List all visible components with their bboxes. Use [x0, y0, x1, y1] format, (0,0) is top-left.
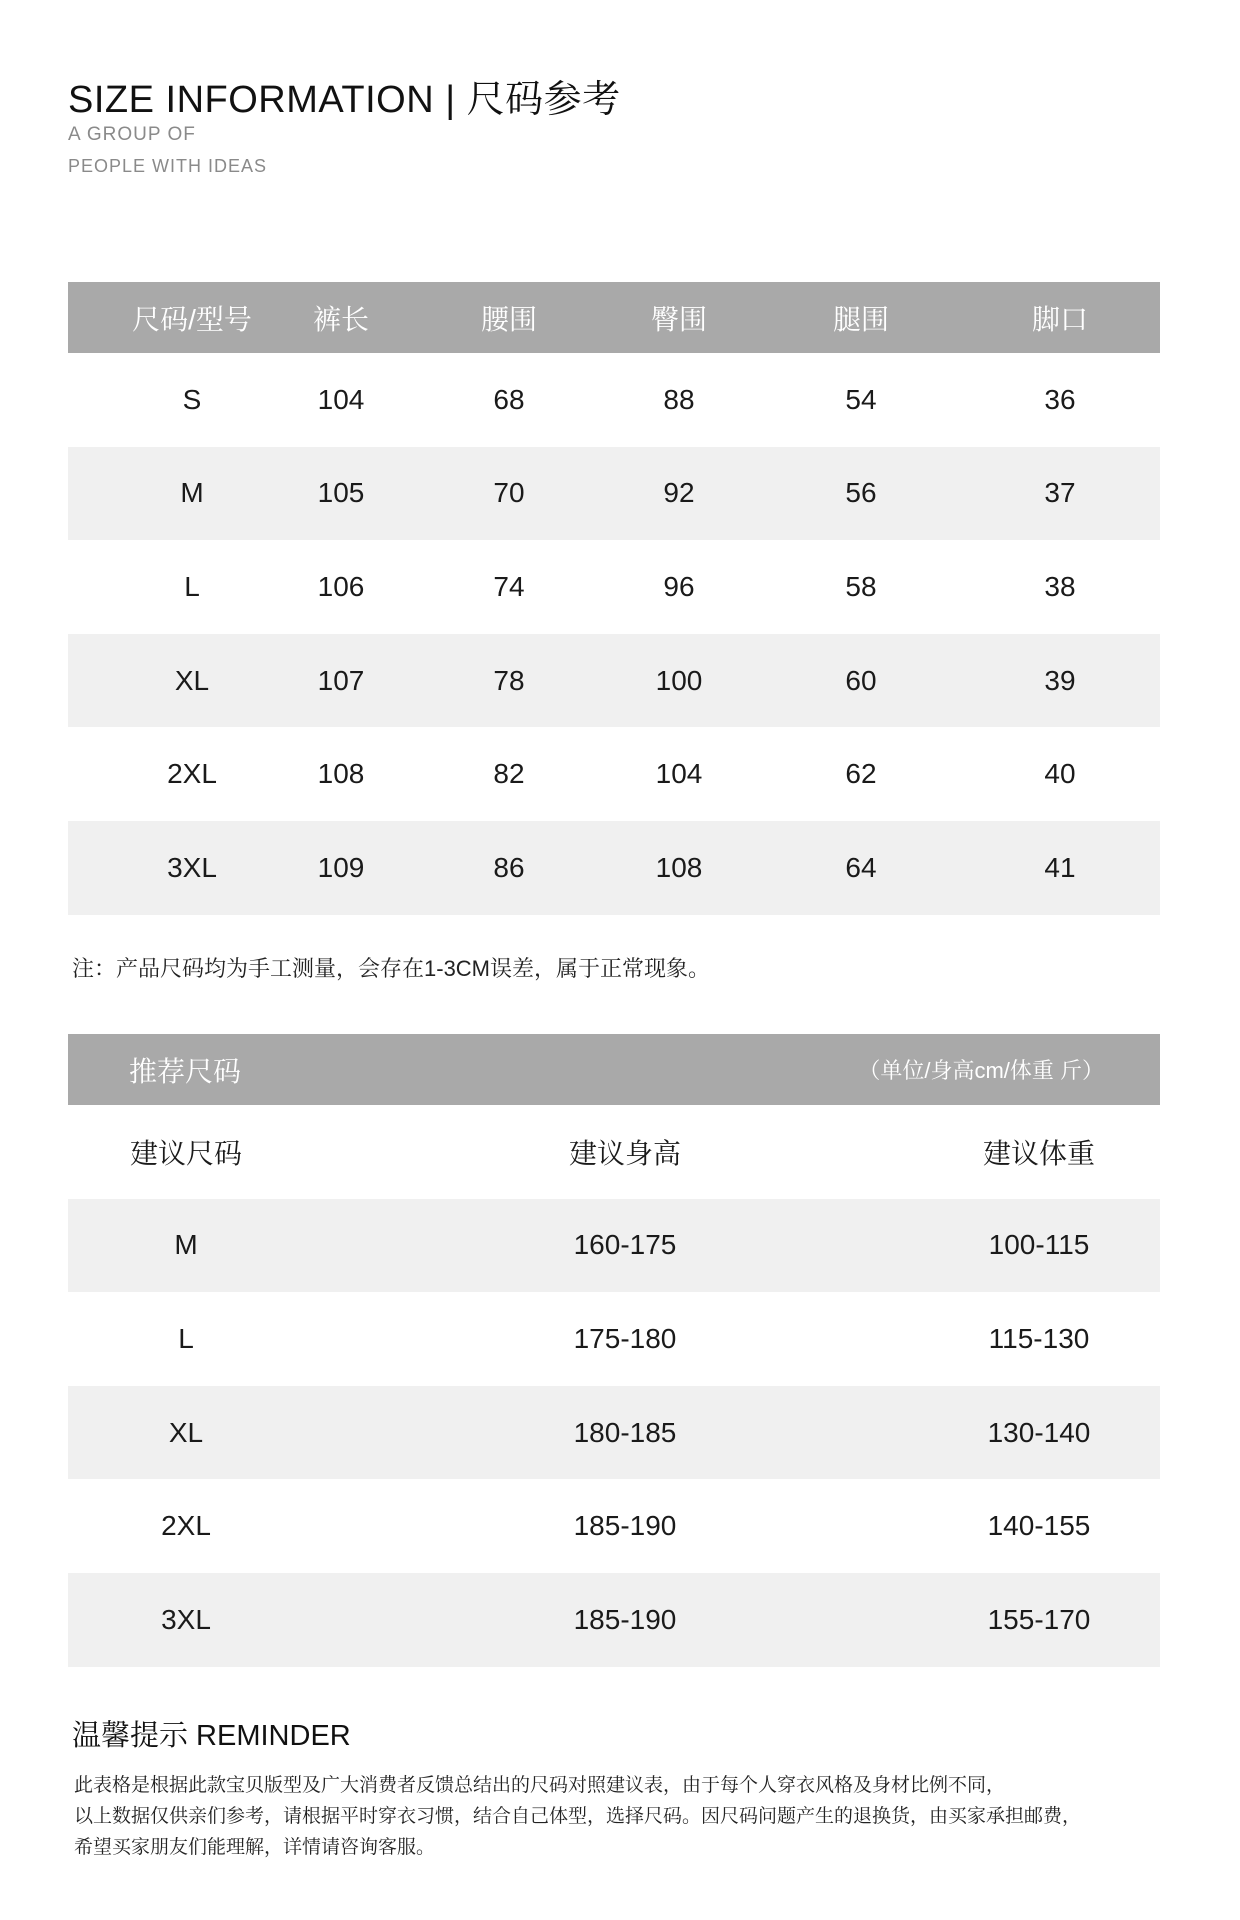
table-cell: 70	[493, 477, 525, 509]
recommend-unit: （单位/身高cm/体重 斤）	[858, 1058, 1104, 1083]
table-cell: 108	[655, 851, 703, 883]
table-row	[68, 634, 1160, 728]
table-cell: 39	[1044, 664, 1076, 696]
table-cell: 74	[493, 570, 525, 602]
table-cell: 185-190	[573, 1510, 677, 1542]
table-cell: 104	[317, 383, 365, 415]
table-cell: 86	[493, 851, 525, 883]
table-cell: 3XL	[161, 1603, 211, 1635]
measurement-note: 注：产品尺码均为手工测量，会存在1-3CM误差，属于正常现象。	[72, 956, 711, 981]
column-header: 裤长	[312, 303, 369, 335]
table-row	[68, 540, 1160, 634]
column-header: 建议尺码	[129, 1137, 242, 1169]
table-cell: 37	[1044, 477, 1076, 509]
table-cell: 54	[845, 383, 877, 415]
column-header: 脚口	[1031, 303, 1088, 335]
table-cell: 96	[663, 570, 695, 602]
table-cell: 155-170	[987, 1603, 1091, 1635]
table-cell: L	[178, 1322, 194, 1354]
table-cell: 41	[1044, 851, 1076, 883]
table-cell: 68	[493, 383, 525, 415]
table-cell: 180-185	[573, 1416, 677, 1448]
subtitle-line-2: PEOPLE WITH IDEAS	[68, 156, 268, 176]
size-table	[68, 282, 1160, 915]
table-row	[68, 447, 1160, 541]
table-row	[68, 1573, 1160, 1667]
table-cell: 100	[655, 664, 703, 696]
subtitle-line-1: A GROUP OF	[68, 124, 196, 145]
table-cell: 92	[663, 477, 695, 509]
reminder-text	[74, 1770, 1174, 1863]
reminder-line: 此表格是根据此款宝贝版型及广大消费者反馈总结出的尺码对照建议表，由于每个人穿衣风格及身材比例不同，	[74, 1775, 1006, 1796]
table-row	[68, 353, 1160, 447]
recommend-title: 推荐尺码	[129, 1055, 242, 1087]
table-cell: 140-155	[987, 1510, 1091, 1542]
table-cell: 104	[655, 758, 703, 790]
reminder-line: 希望买家朋友们能理解，详情请咨询客服。	[74, 1837, 436, 1858]
table-cell: 2XL	[167, 758, 217, 790]
table-cell: 115-130	[988, 1322, 1090, 1354]
column-header: 臀围	[650, 303, 707, 335]
table-cell: 2XL	[161, 1510, 211, 1542]
table-cell: XL	[174, 664, 210, 696]
table-row	[68, 821, 1160, 915]
table-cell: 160-175	[573, 1229, 677, 1261]
table-row	[68, 1199, 1160, 1293]
table-cell: 107	[317, 664, 365, 696]
table-cell: 40	[1044, 758, 1076, 790]
table-cell: 130-140	[987, 1416, 1091, 1448]
size-table-header	[68, 282, 1160, 353]
table-cell: 105	[317, 477, 365, 509]
table-cell: 78	[493, 664, 525, 696]
table-cell: 109	[317, 851, 365, 883]
table-cell: 175-180	[573, 1322, 677, 1354]
column-header: 尺码/型号	[132, 303, 252, 335]
table-cell: 106	[317, 570, 365, 602]
table-cell: 62	[845, 758, 877, 790]
table-row	[68, 1386, 1160, 1480]
table-cell: 82	[493, 758, 525, 790]
table-cell: L	[184, 570, 200, 602]
table-cell: M	[174, 1229, 198, 1261]
table-cell: 38	[1044, 570, 1076, 602]
table-row	[68, 727, 1160, 821]
table-cell: 3XL	[167, 851, 217, 883]
column-header: 腿围	[832, 303, 889, 335]
column-header: 腰围	[480, 303, 537, 335]
recommend-table	[68, 1034, 1160, 1667]
table-row	[68, 1292, 1160, 1386]
page-title: SIZE INFORMATION | 尺码参考	[68, 79, 621, 121]
table-cell: 100-115	[988, 1229, 1090, 1261]
recommend-column-headers	[68, 1105, 1160, 1199]
table-cell: XL	[168, 1416, 204, 1448]
table-cell: 108	[317, 758, 365, 790]
table-cell: 88	[663, 383, 695, 415]
table-row	[68, 1479, 1160, 1573]
table-cell: 60	[845, 664, 877, 696]
table-cell: S	[182, 383, 202, 415]
table-cell: 36	[1044, 383, 1076, 415]
reminder-title: 温馨提示 REMINDER	[72, 1720, 351, 1752]
recommend-table-header	[68, 1034, 1160, 1105]
table-cell: 185-190	[573, 1603, 677, 1635]
table-cell: 58	[845, 570, 877, 602]
reminder-line: 以上数据仅供亲们参考，请根据平时穿衣习惯，结合自己体型，选择尺码。因尺码问题产生的退换货，由买家承担邮费，	[74, 1806, 1082, 1827]
column-header: 建议体重	[982, 1137, 1095, 1169]
table-cell: M	[180, 477, 204, 509]
table-cell: 56	[845, 477, 877, 509]
column-header: 建议身高	[568, 1137, 681, 1169]
table-cell: 64	[845, 851, 877, 883]
